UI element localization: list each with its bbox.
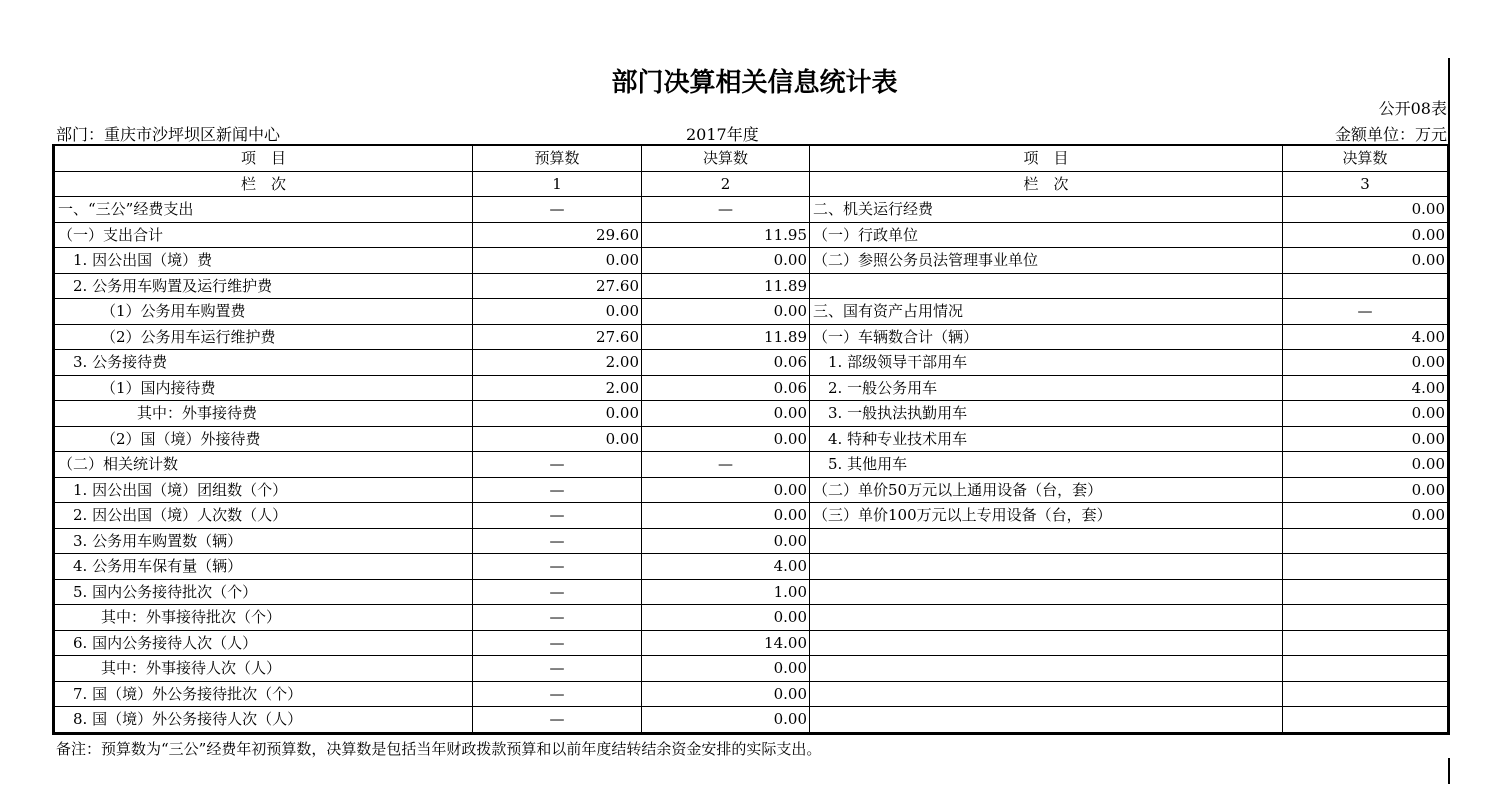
row-item-label: 2. 公务用车购置及运行维护费 [54, 273, 473, 299]
seq-col-1: 1 [473, 171, 642, 197]
table-row [54, 452, 1449, 478]
row-item-label-2: （二）单价50万元以上通用设备（台，套） [810, 477, 1283, 503]
table-row [54, 426, 1449, 452]
row-item-label: 1. 因公出国（境）费 [54, 248, 473, 274]
row-item-label-2: 二、机关运行经费 [810, 197, 1283, 223]
row-item-label-2: 2. 一般公务用车 [810, 375, 1283, 401]
row-budget-value: — [473, 656, 642, 682]
row-budget-value: — [473, 197, 642, 223]
row-item-label-2: 三、国有资产占用情况 [810, 299, 1283, 325]
row-item-label-2 [810, 273, 1283, 299]
form-number: 公开08表 [1378, 99, 1447, 118]
row-budget-value: — [473, 528, 642, 554]
table-row [54, 273, 1449, 299]
row-budget-value: — [473, 707, 642, 734]
row-final-value-2 [1283, 554, 1449, 580]
seq-col-2: 2 [642, 171, 810, 197]
row-item-label-2 [810, 605, 1283, 631]
row-budget-value: — [473, 554, 642, 580]
table-row [54, 324, 1449, 350]
row-item-label-2: （二）参照公务员法管理事业单位 [810, 248, 1283, 274]
table-row [54, 222, 1449, 248]
row-budget-value: — [473, 579, 642, 605]
row-final-value: 0.00 [642, 681, 810, 707]
row-item-label: 其中：外事接待批次（个） [54, 605, 473, 631]
row-item-label: 一、“三公”经费支出 [54, 197, 473, 223]
row-item-label: （1）公务用车购置费 [54, 299, 473, 325]
table-row [54, 656, 1449, 682]
row-final-value-2: 4.00 [1283, 375, 1449, 401]
row-final-value-2: 0.00 [1283, 452, 1449, 478]
seq-label: 栏 次 [54, 171, 473, 197]
row-item-label: 5. 国内公务接待批次（个） [54, 579, 473, 605]
row-item-label-2: （三）单价100万元以上专用设备（台，套） [810, 503, 1283, 529]
row-final-value-2 [1283, 579, 1449, 605]
row-item-label-2: （一）车辆数合计（辆） [810, 324, 1283, 350]
row-item-label: （2）公务用车运行维护费 [54, 324, 473, 350]
row-budget-value: 27.60 [473, 273, 642, 299]
row-budget-value: — [473, 681, 642, 707]
row-item-label: （2）国（境）外接待费 [54, 426, 473, 452]
row-item-label-2: 3. 一般执法执勤用车 [810, 401, 1283, 427]
table-row [54, 401, 1449, 427]
row-item-label: 2. 因公出国（境）人次数（人） [54, 503, 473, 529]
row-final-value: 0.00 [642, 477, 810, 503]
row-final-value-2 [1283, 630, 1449, 656]
row-budget-value: 0.00 [473, 426, 642, 452]
row-budget-value: — [473, 452, 642, 478]
row-final-value: 0.00 [642, 707, 810, 734]
row-item-label: 6. 国内公务接待人次（人） [54, 630, 473, 656]
row-item-label-2: 5. 其他用车 [810, 452, 1283, 478]
row-budget-value: — [473, 630, 642, 656]
row-final-value: 0.06 [642, 375, 810, 401]
row-item-label-2 [810, 579, 1283, 605]
row-final-value: 0.00 [642, 656, 810, 682]
row-item-label: 7. 国（境）外公务接待批次（个） [54, 681, 473, 707]
table-row [54, 299, 1449, 325]
row-item-label-2: 1. 部级领导干部用车 [810, 350, 1283, 376]
department-label: 部门：重庆市沙坪坝区新闻中心 [56, 125, 281, 144]
row-final-value: — [642, 197, 810, 223]
header-final-2: 决算数 [1283, 145, 1449, 171]
row-item-label-2 [810, 707, 1283, 734]
row-final-value-2: 4.00 [1283, 324, 1449, 350]
row-final-value-2: 0.00 [1283, 477, 1449, 503]
row-item-label: （1）国内接待费 [54, 375, 473, 401]
table-row [54, 554, 1449, 580]
row-budget-value: 2.00 [473, 375, 642, 401]
row-item-label-2 [810, 681, 1283, 707]
seq-label-2: 栏 次 [810, 171, 1283, 197]
row-final-value: 1.00 [642, 579, 810, 605]
row-final-value-2: — [1283, 299, 1449, 325]
row-item-label: 3. 公务用车购置数（辆） [54, 528, 473, 554]
row-item-label: （一）支出合计 [54, 222, 473, 248]
row-budget-value: 2.00 [473, 350, 642, 376]
row-final-value-2 [1283, 707, 1449, 734]
footnote: 备注：预算数为“三公”经费年初预算数，决算数是包括当年财政拨款预算和以前年度结转结余资金安排的实际支出。 [56, 740, 822, 758]
row-final-value: 0.06 [642, 350, 810, 376]
row-final-value-2: 0.00 [1283, 197, 1449, 223]
table-row [54, 197, 1449, 223]
row-final-value: 0.00 [642, 401, 810, 427]
row-item-label: （二）相关统计数 [54, 452, 473, 478]
table-row [54, 477, 1449, 503]
row-item-label-2 [810, 656, 1283, 682]
table-row [54, 605, 1449, 631]
row-item-label: 4. 公务用车保有量（辆） [54, 554, 473, 580]
row-final-value-2: 0.00 [1283, 222, 1449, 248]
row-budget-value: — [473, 477, 642, 503]
row-final-value: 11.89 [642, 324, 810, 350]
row-item-label: 1. 因公出国（境）团组数（个） [54, 477, 473, 503]
row-final-value-2 [1283, 681, 1449, 707]
row-budget-value: — [473, 605, 642, 631]
row-final-value: 0.00 [642, 426, 810, 452]
statistics-table [52, 144, 1450, 735]
row-final-value: — [642, 452, 810, 478]
row-item-label: 其中：外事接待费 [54, 401, 473, 427]
row-item-label-2 [810, 528, 1283, 554]
row-item-label: 3. 公务接待费 [54, 350, 473, 376]
table-row [54, 528, 1449, 554]
table-row [54, 630, 1449, 656]
row-item-label: 其中：外事接待人次（人） [54, 656, 473, 682]
header-item-2: 项 目 [810, 145, 1283, 171]
row-final-value: 0.00 [642, 248, 810, 274]
seq-col-3: 3 [1283, 171, 1449, 197]
row-final-value: 11.95 [642, 222, 810, 248]
statistics-table-wrapper [52, 144, 1450, 735]
row-budget-value: 0.00 [473, 299, 642, 325]
header-row [54, 145, 1449, 171]
header-final: 决算数 [642, 145, 810, 171]
table-row [54, 707, 1449, 734]
row-final-value-2 [1283, 528, 1449, 554]
row-budget-value: — [473, 503, 642, 529]
row-item-label-2 [810, 630, 1283, 656]
currency-unit: 金额单位：万元 [1334, 125, 1447, 144]
row-final-value-2: 0.00 [1283, 248, 1449, 274]
sequence-row [54, 171, 1449, 197]
row-final-value-2: 0.00 [1283, 503, 1449, 529]
right-border-mark-bottom [1448, 758, 1450, 784]
row-final-value: 14.00 [642, 630, 810, 656]
row-budget-value: 29.60 [473, 222, 642, 248]
row-budget-value: 0.00 [473, 248, 642, 274]
row-final-value: 0.00 [642, 503, 810, 529]
row-final-value: 11.89 [642, 273, 810, 299]
fiscal-year: 2017年度 [686, 125, 759, 144]
row-item-label-2: （一）行政单位 [810, 222, 1283, 248]
right-border-mark-top [1448, 58, 1450, 154]
row-budget-value: 27.60 [473, 324, 642, 350]
row-item-label-2: 4. 特种专业技术用车 [810, 426, 1283, 452]
table-row [54, 375, 1449, 401]
row-final-value-2: 0.00 [1283, 350, 1449, 376]
row-final-value-2 [1283, 656, 1449, 682]
table-row [54, 681, 1449, 707]
row-budget-value: 0.00 [473, 401, 642, 427]
table-row [54, 350, 1449, 376]
row-final-value: 0.00 [642, 605, 810, 631]
page-title: 部门决算相关信息统计表 [611, 68, 898, 98]
row-item-label: 8. 国（境）外公务接待人次（人） [54, 707, 473, 734]
row-final-value: 0.00 [642, 528, 810, 554]
row-item-label-2 [810, 554, 1283, 580]
header-budget: 预算数 [473, 145, 642, 171]
row-final-value: 0.00 [642, 299, 810, 325]
table-row [54, 248, 1449, 274]
table-row [54, 503, 1449, 529]
header-item: 项 目 [54, 145, 473, 171]
row-final-value-2: 0.00 [1283, 401, 1449, 427]
row-final-value-2 [1283, 605, 1449, 631]
row-final-value-2: 0.00 [1283, 426, 1449, 452]
row-final-value: 4.00 [642, 554, 810, 580]
row-final-value-2 [1283, 273, 1449, 299]
table-row [54, 579, 1449, 605]
